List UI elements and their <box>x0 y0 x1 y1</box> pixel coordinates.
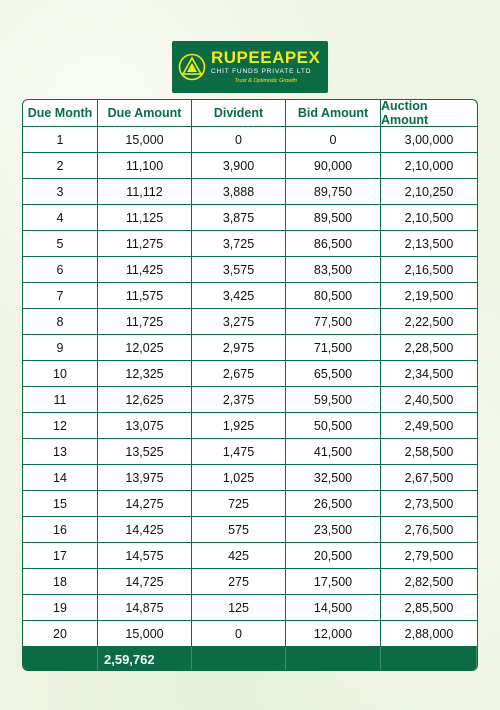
table-row <box>23 335 477 361</box>
cell-divident: 3,725 <box>192 231 286 256</box>
table-row <box>23 387 477 413</box>
cell-due-month: 1 <box>23 127 98 152</box>
cell-divident: 2,975 <box>192 335 286 360</box>
table-row <box>23 153 477 179</box>
cell-due-amount: 11,275 <box>98 231 192 256</box>
cell-bid-amount: 0 <box>286 127 381 152</box>
table-row <box>23 309 477 335</box>
cell-auction-amount: 2,76,500 <box>404 522 454 537</box>
cell-bid-amount: 86,500 <box>286 231 381 256</box>
table-row <box>23 543 477 569</box>
cell-bid-amount: 20,500 <box>286 543 381 568</box>
cell-bid-amount: 14,500 <box>286 595 381 620</box>
cell-auction-amount: 2,88,000 <box>404 626 454 641</box>
cell-due-month: 7 <box>23 283 98 308</box>
cell-bid-amount: 50,500 <box>286 413 381 438</box>
header-divident: Divident <box>192 100 286 126</box>
cell-due-amount: 13,975 <box>98 465 192 490</box>
cell-due-month: 18 <box>23 569 98 594</box>
table-footer-row <box>23 647 477 671</box>
footer-cell-empty <box>192 647 286 671</box>
cell-auction-amount: 2,79,500 <box>404 548 454 563</box>
header-due-amount: Due Amount <box>98 100 192 126</box>
cell-due-month: 9 <box>23 335 98 360</box>
cell-auction-amount: 2,85,500 <box>404 600 454 615</box>
cell-divident: 3,425 <box>192 283 286 308</box>
cell-bid-amount: 41,500 <box>286 439 381 464</box>
cell-bid-amount: 12,000 <box>286 621 381 646</box>
cell-due-amount: 15,000 <box>98 621 192 646</box>
cell-divident: 725 <box>192 491 286 516</box>
cell-due-month: 10 <box>23 361 98 386</box>
header-due-month: Due Month <box>23 100 98 126</box>
table-header-row <box>23 100 477 127</box>
cell-due-month: 15 <box>23 491 98 516</box>
cell-divident: 1,475 <box>192 439 286 464</box>
cell-due-amount: 14,875 <box>98 595 192 620</box>
cell-due-month: 20 <box>23 621 98 646</box>
cell-bid-amount: 90,000 <box>286 153 381 178</box>
cell-due-amount: 11,725 <box>98 309 192 334</box>
cell-due-amount: 12,325 <box>98 361 192 386</box>
header-auction-amount: Auction Amount <box>381 99 429 127</box>
cell-auction-amount: 2,58,500 <box>404 444 454 459</box>
cell-auction-amount: 2,10,250 <box>404 184 454 199</box>
footer-cell-empty <box>23 647 98 671</box>
table-row <box>23 465 477 491</box>
table-row <box>23 621 477 647</box>
cell-bid-amount: 17,500 <box>286 569 381 594</box>
cell-due-month: 11 <box>23 387 98 412</box>
cell-due-amount: 14,425 <box>98 517 192 542</box>
cell-divident: 575 <box>192 517 286 542</box>
cell-bid-amount: 65,500 <box>286 361 381 386</box>
cell-divident: 2,375 <box>192 387 286 412</box>
cell-divident: 125 <box>192 595 286 620</box>
chit-schedule-table <box>22 99 478 671</box>
cell-due-amount: 13,075 <box>98 413 192 438</box>
cell-divident: 0 <box>192 621 286 646</box>
cell-auction-amount: 2,10,500 <box>404 210 454 225</box>
table-body <box>23 127 477 647</box>
table-row <box>23 413 477 439</box>
cell-due-amount: 12,025 <box>98 335 192 360</box>
cell-bid-amount: 80,500 <box>286 283 381 308</box>
table-row <box>23 361 477 387</box>
cell-bid-amount: 89,750 <box>286 179 381 204</box>
cell-divident: 1,925 <box>192 413 286 438</box>
cell-due-month: 17 <box>23 543 98 568</box>
cell-due-amount: 11,112 <box>98 179 192 204</box>
cell-auction-amount: 2,82,500 <box>404 574 454 589</box>
cell-auction-amount: 2,16,500 <box>404 262 454 277</box>
cell-auction-amount: 2,49,500 <box>404 418 454 433</box>
cell-divident: 425 <box>192 543 286 568</box>
cell-due-month: 12 <box>23 413 98 438</box>
cell-due-amount: 11,100 <box>98 153 192 178</box>
cell-due-amount: 11,575 <box>98 283 192 308</box>
header-bid-amount: Bid Amount <box>286 100 381 126</box>
cell-auction-amount: 2,13,500 <box>404 236 454 251</box>
cell-due-month: 6 <box>23 257 98 282</box>
cell-bid-amount: 89,500 <box>286 205 381 230</box>
cell-auction-amount: 2,19,500 <box>404 288 454 303</box>
cell-bid-amount: 71,500 <box>286 335 381 360</box>
brand-name: RUPEEAPEX <box>211 48 321 68</box>
cell-due-amount: 14,725 <box>98 569 192 594</box>
cell-bid-amount: 77,500 <box>286 309 381 334</box>
table-row <box>23 205 477 231</box>
cell-auction-amount: 2,10,000 <box>404 158 454 173</box>
table-row <box>23 127 477 153</box>
table-row <box>23 439 477 465</box>
cell-due-month: 5 <box>23 231 98 256</box>
triangle-emblem-icon <box>178 53 206 81</box>
table-row <box>23 179 477 205</box>
cell-divident: 0 <box>192 127 286 152</box>
cell-divident: 3,875 <box>192 205 286 230</box>
cell-auction-amount: 2,28,500 <box>404 340 454 355</box>
cell-due-amount: 11,425 <box>98 257 192 282</box>
cell-due-month: 16 <box>23 517 98 542</box>
cell-due-amount: 12,625 <box>98 387 192 412</box>
table-row <box>23 231 477 257</box>
cell-bid-amount: 83,500 <box>286 257 381 282</box>
cell-bid-amount: 26,500 <box>286 491 381 516</box>
cell-auction-amount: 2,22,500 <box>404 314 454 329</box>
cell-bid-amount: 32,500 <box>286 465 381 490</box>
cell-divident: 3,900 <box>192 153 286 178</box>
cell-due-month: 2 <box>23 153 98 178</box>
total-due-amount: 2,59,762 <box>98 647 192 671</box>
cell-divident: 3,888 <box>192 179 286 204</box>
table-row <box>23 569 477 595</box>
cell-due-month: 19 <box>23 595 98 620</box>
cell-due-amount: 15,000 <box>98 127 192 152</box>
table-row <box>23 595 477 621</box>
cell-auction-amount: 3,00,000 <box>404 132 454 147</box>
cell-due-month: 14 <box>23 465 98 490</box>
cell-divident: 3,275 <box>192 309 286 334</box>
cell-bid-amount: 59,500 <box>286 387 381 412</box>
company-logo <box>172 41 328 93</box>
cell-due-month: 13 <box>23 439 98 464</box>
footer-cell-empty <box>286 647 381 671</box>
table-row <box>23 257 477 283</box>
cell-auction-amount: 2,67,500 <box>404 470 454 485</box>
cell-bid-amount: 23,500 <box>286 517 381 542</box>
cell-divident: 1,025 <box>192 465 286 490</box>
cell-due-amount: 13,525 <box>98 439 192 464</box>
cell-due-amount: 14,275 <box>98 491 192 516</box>
brand-subtitle: CHIT FUNDS PRIVATE LTD <box>211 68 312 76</box>
cell-due-month: 8 <box>23 309 98 334</box>
footer-cell-empty <box>381 647 477 671</box>
cell-divident: 3,575 <box>192 257 286 282</box>
cell-auction-amount: 2,40,500 <box>404 392 454 407</box>
cell-divident: 2,675 <box>192 361 286 386</box>
cell-due-month: 3 <box>23 179 98 204</box>
brand-tagline: Trust & Optimistic Growth <box>234 78 297 85</box>
cell-auction-amount: 2,34,500 <box>404 366 454 381</box>
cell-due-amount: 14,575 <box>98 543 192 568</box>
table-row <box>23 517 477 543</box>
cell-divident: 275 <box>192 569 286 594</box>
cell-due-month: 4 <box>23 205 98 230</box>
cell-auction-amount: 2,73,500 <box>404 496 454 511</box>
table-row <box>23 491 477 517</box>
cell-due-amount: 11,125 <box>98 205 192 230</box>
table-row <box>23 283 477 309</box>
